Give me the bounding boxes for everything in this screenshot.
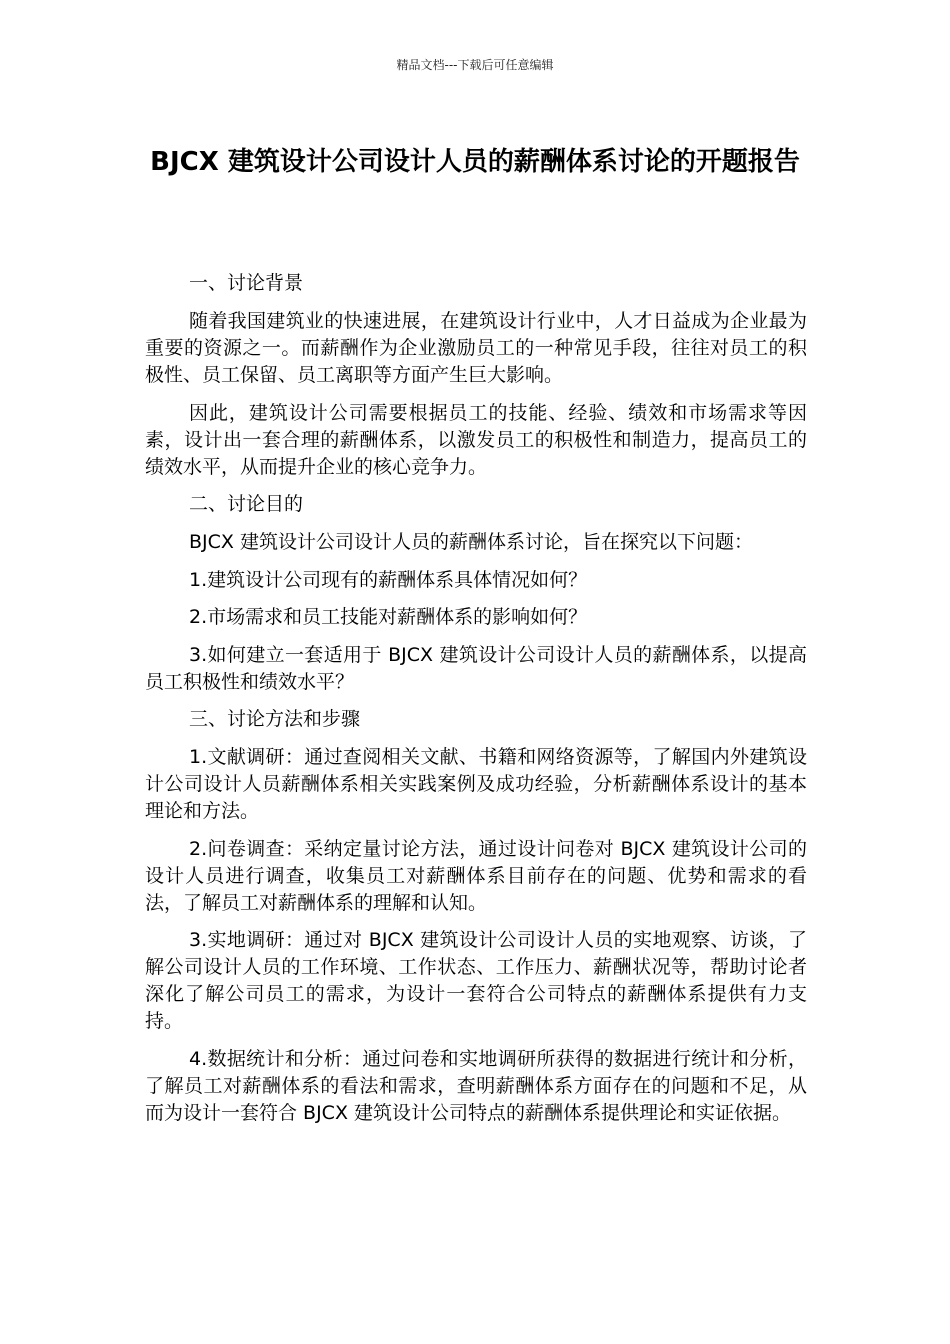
section-heading-purpose: 二、讨论目的: [189, 493, 304, 515]
list-item: 3.如何建立一套适用于 BJCX 建筑设计公司设计人员的薪酬体系，以提高员工积极性和绩效水平？: [145, 643, 807, 693]
document-body: [145, 270, 807, 1137]
list-item: 2.问卷调查：采纳定量讨论方法，通过设计问卷对 BJCX 建筑设计公司的设计人员进行调查，收集员工对薪酬体系目前存在的问题、优势和需求的看法，了解员工对薪酬体系的理解和认知。: [145, 837, 807, 914]
paragraph: 因此，建筑设计公司需要根据员工的技能、经验、绩效和市场需求等因素，设计出一套合理的薪酬体系，以激发员工的积极性和制造力，提高员工的绩效水平，从而提升企业的核心竞争力。: [145, 401, 807, 478]
list-item: 3.实地调研：通过对 BJCX 建筑设计公司设计人员的实地观察、访谈，了解公司设计人员的工作环境、工作状态、工作压力、薪酬状况等，帮助讨论者深化了解公司员工的需求，为设计一套符合公司特点的薪酬体系提供有力支持。: [145, 929, 807, 1032]
paragraph: 随着我国建筑业的快速进展，在建筑设计行业中，人才日益成为企业最为重要的资源之一。而薪酬作为企业激励员工的一种常见手段，往往对员工的积极性、员工保留、员工离职等方面产生巨大影响。: [145, 310, 807, 386]
section-heading-methods: 三、讨论方法和步骤: [189, 708, 361, 730]
list-item: 1.建筑设计公司现有的薪酬体系具体情况如何？: [189, 568, 588, 591]
list-item: 2.市场需求和员工技能对薪酬体系的影响如何？: [189, 606, 588, 628]
list-item: 4.数据统计和分析：通过问卷和实地调研所获得的数据进行统计和分析，了解员工对薪酬体系的看法和需求，查明薪酬体系方面存在的问题和不足，从而为设计一套符合 BJCX 建筑设计公司特点的薪酬体系提供理论和实证依据。: [145, 1047, 807, 1124]
list-item: 1.文献调研：通过查阅相关文献、书籍和网络资源等，了解国内外建筑设计公司设计人员薪酬体系相关实践案例及成功经验，分析薪酬体系设计的基本理论和方法。: [145, 746, 807, 822]
page-header-note: 精品文档---下载后可任意编辑: [396, 58, 554, 72]
section-heading-background: 一、讨论背景: [189, 272, 304, 294]
paragraph: BJCX 建筑设计公司设计人员的薪酬体系讨论，旨在探究以下问题：: [189, 531, 753, 553]
document-title: BJCX 建筑设计公司设计人员的薪酬体系讨论的开题报告: [150, 147, 800, 177]
